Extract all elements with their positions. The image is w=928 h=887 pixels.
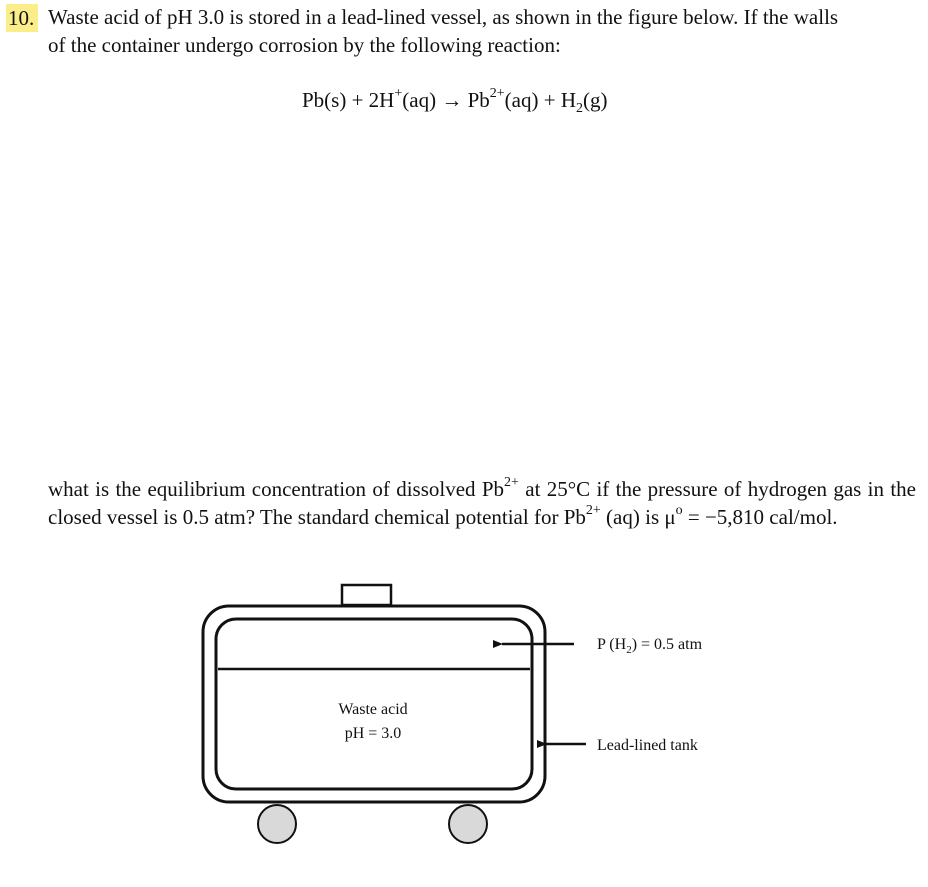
body-part-b: at 25°C if the pressure of hydrogen gas in the closed vessel is 0.5 atm? The standard chemical potential for Pb <box>48 477 916 529</box>
eq-lhs: Pb(s) + 2H <box>302 88 395 112</box>
pressure-label-a: P (H <box>597 636 627 653</box>
eq-rhs-subscript: 2 <box>576 101 583 117</box>
body-part-c: (aq) is μ <box>600 505 676 529</box>
body-part-d: = −5,810 cal/mol. <box>682 505 838 529</box>
pressure-label <box>597 636 703 656</box>
eq-rhs-charge: 2+ <box>489 86 505 101</box>
question-number: 10. <box>8 6 35 30</box>
liquid-label-line-2: pH = 3.0 <box>344 725 402 742</box>
pressure-label-subscript: 2 <box>626 644 632 656</box>
body-superscript-o: o <box>675 503 683 518</box>
tank-label: Lead-lined tank <box>597 737 698 754</box>
eq-lhs-tail: (aq) → Pb <box>402 88 490 112</box>
left-wheel <box>258 805 296 843</box>
eq-lhs-charge: + <box>394 86 403 101</box>
intro-line-1: Waste acid of pH 3.0 is stored in a lead-lined vessel, as shown in the figure below. If the walls <box>48 5 839 29</box>
liquid-label-line-1: Waste acid <box>338 701 408 718</box>
body-charge-1: 2+ <box>504 475 519 490</box>
eq-rhs-tail: (g) <box>583 88 608 112</box>
pressure-label-b: ) = 0.5 atm <box>631 636 703 653</box>
right-wheel <box>449 805 487 843</box>
eq-rhs-mid: (aq) + H <box>504 88 576 112</box>
body-charge-2: 2+ <box>585 503 601 518</box>
intro-line-2: of the container undergo corrosion by the following reaction: <box>48 33 561 57</box>
tank-hatch <box>342 585 391 605</box>
body-part-a: what is the equilibrium concentration of dissolved Pb <box>48 477 505 501</box>
